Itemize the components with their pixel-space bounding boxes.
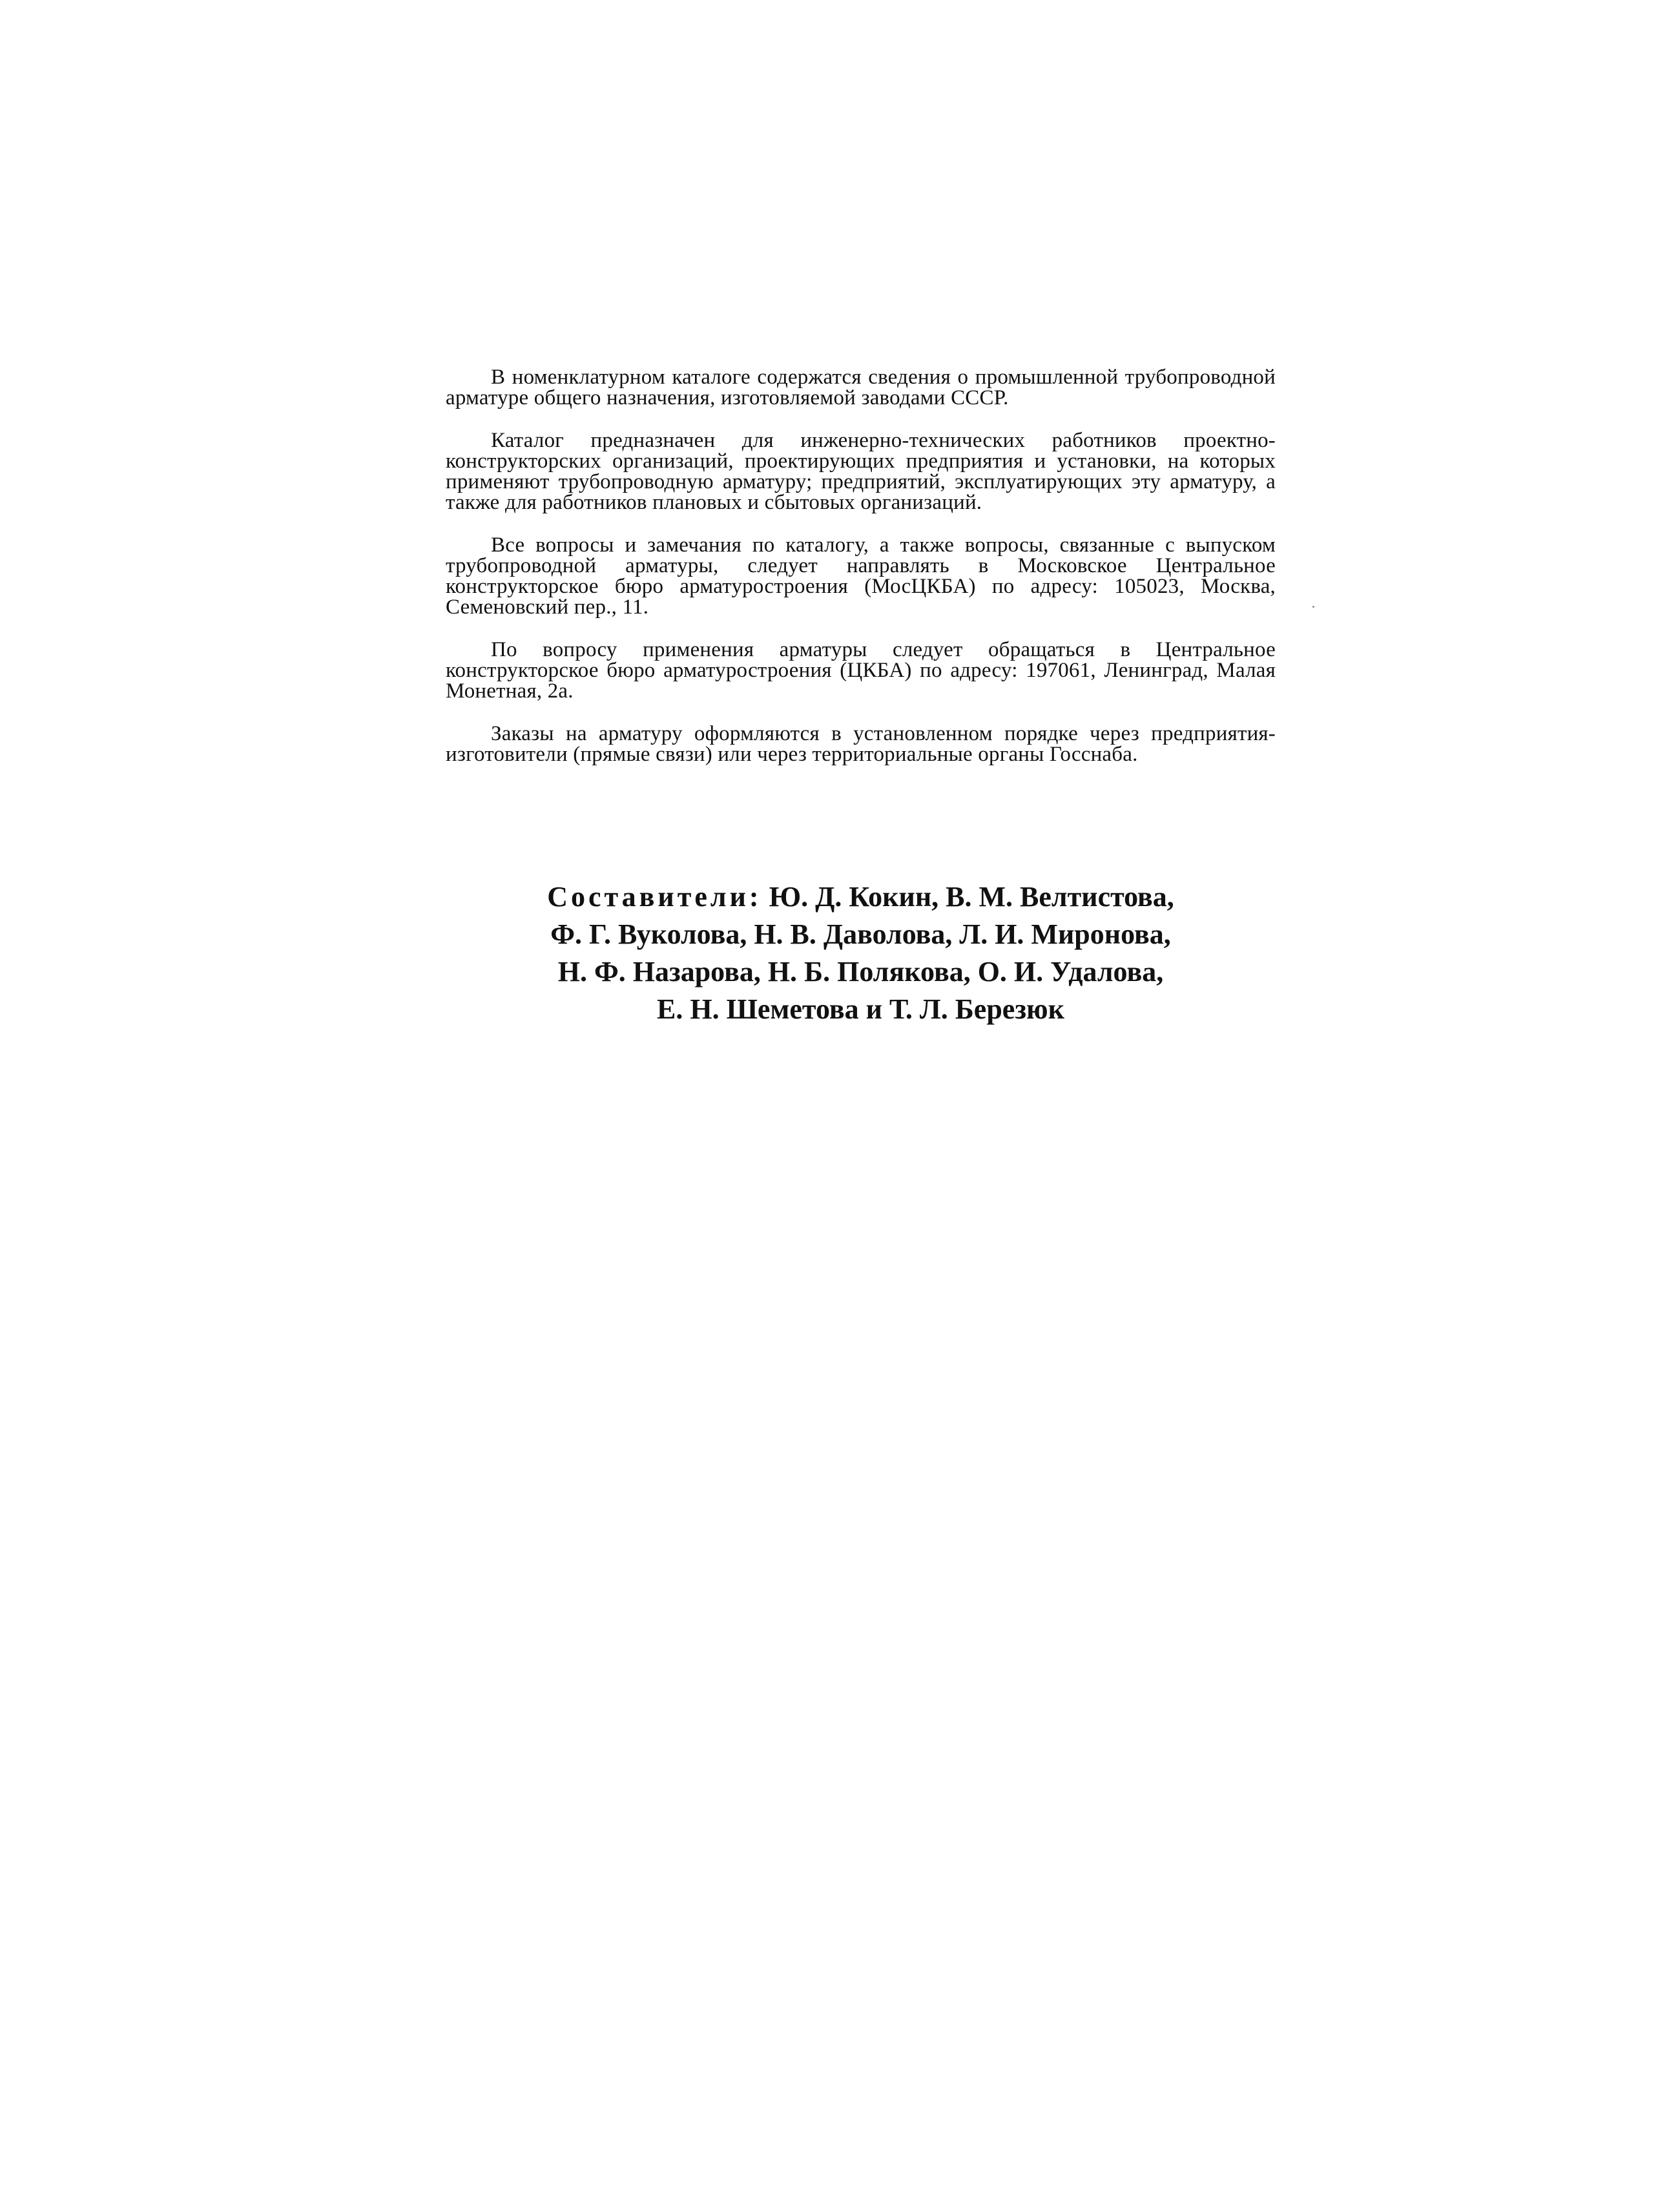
scan-speck — [1312, 606, 1314, 608]
paragraph-catalog-contents: В номенклатурном каталоге содержатся сведения о промышленной трубопроводной арматуре общего назначения, изготовляемой заводами СССР. — [446, 366, 1276, 409]
paragraph-application-address: По вопросу применения арматуры следует обращаться в Центральное конструкторское бюро арматуростроения (ЦКБА) по адресу: 197061, Ленинград, Малая Монетная, 2а. — [446, 638, 1276, 703]
catalog-description — [446, 367, 1276, 787]
compilers-line-4: Е. Н. Шеметова и Т. Л. Березюк — [657, 993, 1064, 1025]
compilers-line-3: Н. Ф. Назарова, Н. Б. Полякова, О. И. Удалова, — [557, 956, 1164, 987]
compilers-line-1 — [446, 878, 1276, 916]
paragraph-orders: Заказы на арматуру оформляются в установленном порядке через предприятия-изготовители (прямые связи) или через территориальные органы Госснаба. — [446, 722, 1276, 766]
paragraph-questions-address: Все вопросы и замечания по каталогу, а также вопросы, связанные с выпуском трубопроводной арматуры, следует направлять в Московское Центральное конструкторское бюро арматуростроения (МосЦКБА) по адресу: 105023, Москва, Семеновский пер., 11. — [446, 533, 1276, 619]
compilers-label: Составители: — [547, 881, 762, 913]
compilers-line-2: Ф. Г. Вуколова, Н. В. Даволова, Л. И. Миронова, — [550, 918, 1171, 950]
compilers-credits — [446, 878, 1276, 1028]
compilers-names-1: Ю. Д. Кокин, В. М. Велтистова, — [769, 881, 1174, 913]
paragraph-intended-audience: Каталог предназначен для инженерно-технических работников проектно-конструкторских организаций, проектирующих предприятия и установки, на которых применяют трубопроводную арматуру; предприятий, эксплуатирующих эту арматуру, а также для работников плановых и сбытовых организаций. — [446, 429, 1276, 514]
